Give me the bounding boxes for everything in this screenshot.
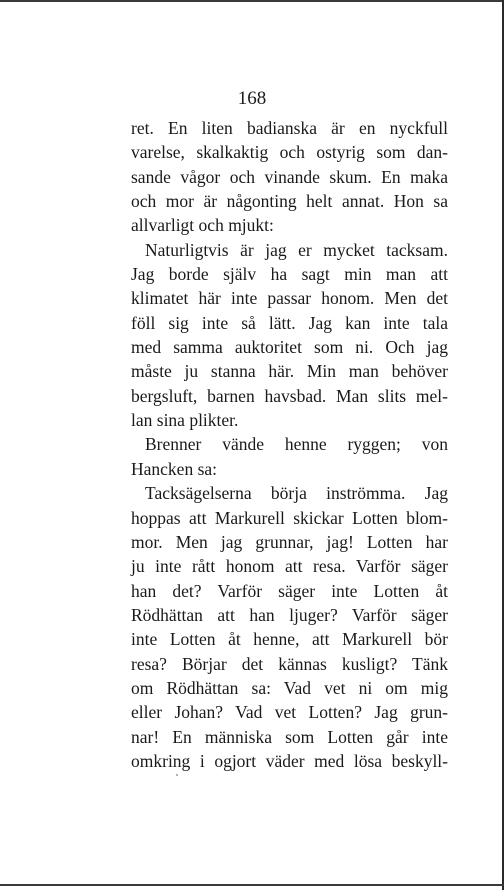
text-line: klimatet här inte passar honom. Men det — [131, 288, 448, 309]
text-line: måste ju stanna här. Min man behöver — [131, 361, 448, 382]
text-line: resa? Börjar det kännas kusligt? Tänk — [131, 653, 448, 674]
text-line: om Rödhättan sa: Vad vet ni om mig — [131, 677, 448, 698]
text-line: Rödhättan att han ljuger? Varför säger — [131, 604, 448, 625]
text-line: eller Johan? Vad vet Lotten? Jag grun- — [131, 702, 448, 723]
text-line: sande vågor och vinande skum. En maka — [131, 166, 448, 187]
text-line: och mor är någonting helt annat. Hon sa — [131, 191, 448, 212]
text-line: Hancken sa: — [131, 458, 218, 479]
text-line: allvarligt och mjukt: — [131, 215, 274, 236]
text-line: Jag borde själv ha sagt min man att — [131, 264, 448, 285]
paper-speck — [176, 774, 178, 776]
text-line: han det? Varför säger inte Lotten åt — [131, 580, 448, 601]
text-line: Naturligtvis är jag er mycket tacksam. — [145, 239, 448, 260]
text-line: föll sig inte så lätt. Jag kan inte tala — [131, 312, 448, 333]
text-line: omkring i ogjort väder med lösa beskyll- — [131, 750, 448, 771]
text-line: nar! En människa som Lotten går inte — [131, 726, 448, 747]
page-number: 168 — [237, 88, 267, 109]
top-border-rule — [0, 0, 504, 2]
text-line: hoppas att Markurell skickar Lotten blom- — [131, 507, 448, 528]
text-line: med samma auktoritet som ni. Och jag — [131, 337, 448, 358]
bottom-border-rule — [0, 884, 504, 886]
body-text — [131, 116, 448, 773]
text-line: bergsluft, barnen havsbad. Man slits mel- — [131, 385, 448, 406]
text-line: inte Lotten åt henne, att Markurell bör — [131, 629, 448, 650]
text-line: lan sina plikter. — [131, 410, 239, 431]
text-line: Brenner vände henne ryggen; von — [145, 434, 448, 455]
text-line: Tacksägelserna börja inströmma. Jag — [145, 483, 448, 504]
text-line: mor. Men jag grunnar, jag! Lotten har — [131, 531, 448, 552]
text-line: ret. En liten badianska är en nyckfull — [131, 118, 448, 138]
text-line: varelse, skalkaktig och ostyrig som dan- — [131, 142, 448, 163]
text-line: ju inte rått honom att resa. Varför säger — [131, 556, 448, 577]
